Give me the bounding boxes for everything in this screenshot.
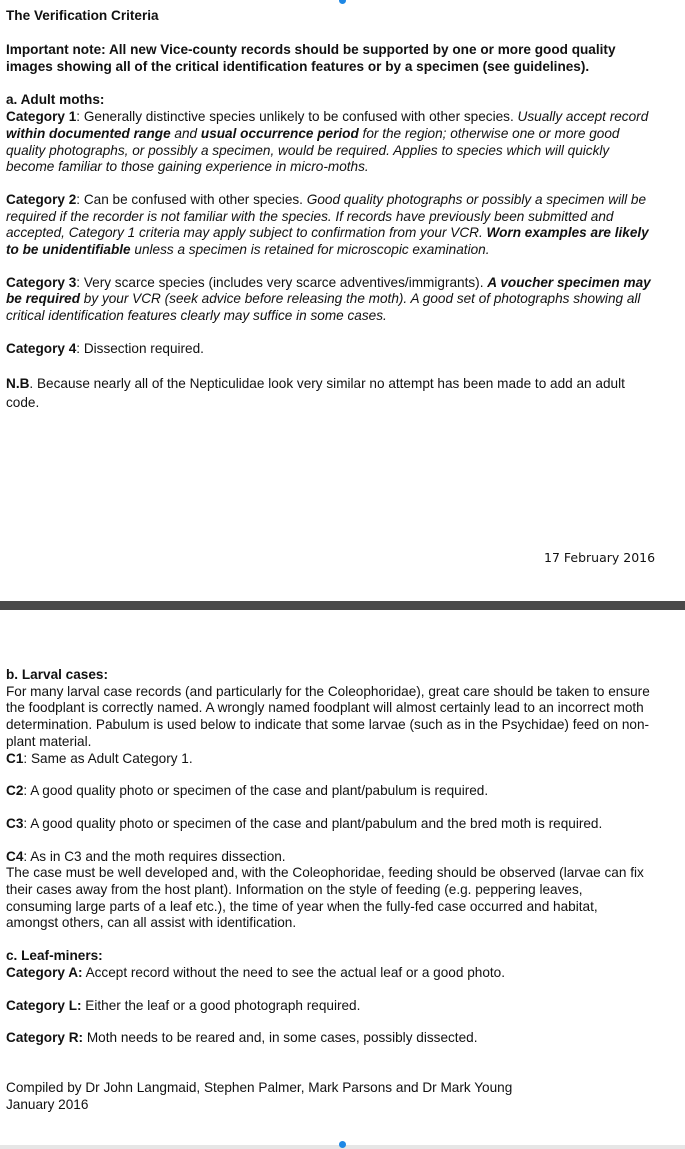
category-1-italic-3: for the region; otherwise one or more good quality photographs, or possibly a specimen, would be required. Applies to species which will quickly become familiar to those gaining experience in micro-moths. bbox=[6, 125, 620, 175]
category-l-label: Category L: bbox=[6, 997, 82, 1013]
adult-moths-heading: a. Adult moths: bbox=[6, 92, 105, 108]
category-4-text: : Dissection required. bbox=[76, 340, 204, 356]
page-marker-dot-bottom bbox=[339, 1141, 346, 1148]
c2-paragraph bbox=[6, 783, 652, 800]
category-1-italic-1: Usually accept record bbox=[517, 109, 649, 125]
c4-text: : As in C3 and the moth requires dissection. bbox=[23, 848, 286, 864]
leaf-miners-heading: c. Leaf-miners: bbox=[6, 948, 103, 964]
document-title: The Verification Criteria bbox=[6, 8, 159, 23]
larval-intro: For many larval case records (and particularly for the Coleophoridae), great care should be taken to ensure the foodplant is correctly named. A wrongly named foodplant will almost certainly lead to an incorrect moth determination. Pabulum is used below to indicate that some larvae (such as in the Psychidae) feed on non-plant material. bbox=[6, 683, 650, 749]
category-2-paragraph bbox=[6, 192, 652, 259]
c3-text: : A good quality photo or specimen of the case and plant/pabulum and the bred moth is required. bbox=[23, 815, 603, 831]
c4-paragraph bbox=[6, 849, 652, 866]
c3-paragraph bbox=[6, 816, 652, 833]
category-3-label: Category 3 bbox=[6, 274, 77, 290]
c1-paragraph bbox=[6, 751, 652, 768]
category-3-emphasis: A voucher specimen may be required bbox=[6, 274, 651, 307]
category-a-paragraph bbox=[6, 965, 652, 982]
category-l-text: Either the leaf or a good photograph required. bbox=[81, 997, 361, 1013]
category-a-label: Category A: bbox=[6, 964, 83, 980]
nb-paragraph bbox=[6, 374, 652, 412]
important-note: Important note: All new Vice-county records should be supported by one or more good quality images showing all of the critical identification features or by a specimen (see guidelines). bbox=[6, 42, 616, 74]
document-date: 17 February 2016 bbox=[544, 550, 656, 565]
category-r-label: Category R: bbox=[6, 1030, 84, 1046]
category-1-emphasis-1: within documented range bbox=[6, 125, 171, 141]
c3-label: C3 bbox=[6, 815, 24, 831]
larval-cases-heading: b. Larval cases: bbox=[6, 667, 109, 682]
category-4-paragraph bbox=[6, 341, 652, 358]
c2-text: : A good quality photo or specimen of the case and plant/pabulum is required. bbox=[23, 783, 489, 799]
category-r-paragraph bbox=[6, 1030, 652, 1047]
category-a-text: Accept record without the need to see the actual leaf or a good photo. bbox=[82, 964, 505, 980]
page-break-divider bbox=[0, 601, 685, 610]
category-2-italic-2: unless a specimen is retained for microscopic examination. bbox=[130, 242, 490, 258]
page1-body bbox=[6, 42, 652, 412]
category-2-italic-1: Good quality photographs or possibly a specimen will be required if the recorder is not familiar with the species. If records have previously been submitted and accepted, Category 1 criteria may apply subject to confirmation from your VCR. bbox=[6, 191, 647, 241]
category-1-paragraph bbox=[6, 109, 652, 176]
category-1-italic-2: and bbox=[170, 125, 201, 141]
case-note: The case must be well developed and, with the Coleophoridae, feeding should be observed (larvae can fix their cases away from the host plant). Information on the style of feeding (e.g. peppering leaves, consuming large parts of a leaf etc.), the time of year when the fully-fed case occurred and habitat, amongst others, can all assist with identification. bbox=[6, 865, 644, 931]
category-l-paragraph bbox=[6, 998, 652, 1015]
c1-text: : Same as Adult Category 1. bbox=[23, 750, 193, 766]
compiled-date: January 2016 bbox=[6, 1096, 89, 1112]
category-2-text: : Can be confused with other species. bbox=[76, 191, 307, 207]
nb-label: N.B bbox=[6, 375, 30, 391]
category-r-text: Moth needs to be reared and, in some cases, possibly dissected. bbox=[83, 1030, 478, 1046]
c2-label: C2 bbox=[6, 783, 24, 799]
c4-label: C4 bbox=[6, 848, 24, 864]
category-3-text: : Very scarce species (includes very scarce adventives/immigrants). bbox=[76, 274, 488, 290]
category-3-italic: by your VCR (seek advice before releasing the moth). A good set of photographs showing all critical identification features clearly may suffice in some cases. bbox=[6, 291, 641, 324]
category-2-emphasis-1: Worn examples are likely to be unidentifiable bbox=[6, 225, 649, 258]
document-page-2 bbox=[0, 610, 685, 1149]
category-4-label: Category 4 bbox=[6, 340, 77, 356]
category-1-emphasis-2: usual occurrence period bbox=[200, 125, 359, 141]
category-3-paragraph bbox=[6, 275, 652, 325]
page2-body bbox=[6, 667, 652, 1113]
category-1-label: Category 1 bbox=[6, 109, 77, 125]
compiled-by: Compiled by Dr John Langmaid, Stephen Palmer, Mark Parsons and Dr Mark Young bbox=[6, 1079, 513, 1095]
category-1-text: : Generally distinctive species unlikely to be confused with other species. bbox=[76, 109, 518, 125]
nb-text: . Because nearly all of the Nepticulidae look very similar no attempt has been made to add an adult code. bbox=[6, 375, 625, 410]
category-2-label: Category 2 bbox=[6, 191, 77, 207]
c1-label: C1 bbox=[6, 750, 24, 766]
